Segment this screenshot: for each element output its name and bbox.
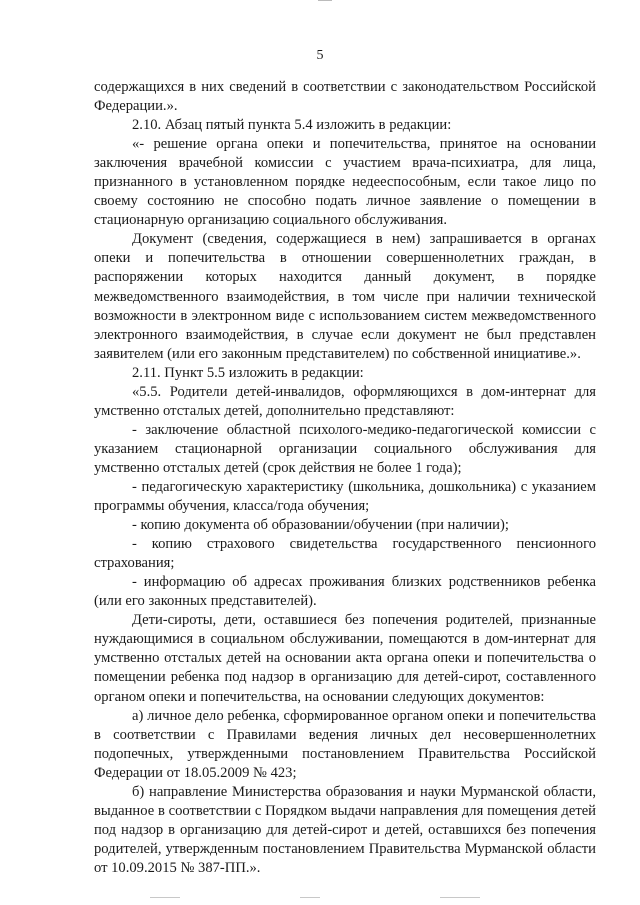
page-number: 5	[316, 48, 324, 63]
scan-artifact-top	[318, 0, 332, 4]
paragraph-item-5-5: «5.5. Родители детей-инвалидов, оформляющихся в дом-интернат для умственно отсталых детей, дополнительно представляют:	[94, 383, 596, 419]
paragraph-quote-decision: «- решение органа опеки и попечительства, принятое на основании заключения врачебной комиссии с участием врача-психиатра, для лица, признанного в установленном порядке недееспособным, если такое лицо по своему состоянию не способно подать личное заявление о помещении в стационарную организацию социального обслуживания.	[94, 136, 596, 229]
list-item-insurance-certificate: - копию страхового свидетельства государственного пенсионного страхования;	[94, 536, 596, 572]
document-body	[94, 78, 596, 878]
paragraph-orphans: Дети-сироты, дети, оставшиеся без попечения родителей, признанные нуждающимися в социальном обслуживании, помещаются в дом-интернат для умственно отсталых детей на основании акта органа опеки и попечительства о помещении ребенка под надзор в организацию для детей-сирот, составленного органом опеки и попечительства, на основании следующих документов:	[94, 612, 596, 705]
scan-artifact-bottom	[150, 897, 490, 901]
list-item-education-document: - копию документа об образовании/обучении (при наличии);	[132, 517, 509, 534]
list-item-pedagogical-characteristics: - педагогическую характеристику (школьника, дошкольника) с указанием программы обучения, класса/года обучения;	[94, 478, 596, 515]
list-item-b-ministry-referral: б) направление Министерства образования и науки Мурманской области, выданное в соответствии с Порядком выдачи направления для помещения детей под надзор в организацию для детей-сирот и детей, оставшихся без попечения родителей, утвержденным постановлением Правительства Мурманской области от 10.09.2015 № 387-ПП.».	[94, 783, 596, 876]
paragraph-continuation: содержащихся в них сведений в соответствии с законодательством Российской Федерации.».	[94, 79, 596, 115]
list-item-relatives-addresses: - информацию об адресах проживания близких родственников ребенка (или его законных представителей).	[94, 574, 596, 610]
paragraph-item-2-11: 2.11. Пункт 5.5 изложить в редакции:	[132, 364, 364, 381]
paragraph-document-request: Документ (сведения, содержащиеся в нем) запрашивается в органах опеки и попечительства в отношении совершеннолетних граждан, в распоряжении которых находится данный документ, в порядке межведомственного взаимодействия, в том числе при наличии технической возможности в электронном виде с использованием систем межведомственного электронного взаимодействия, в случае если документ не был представлен заявителем (или его законным представителем) по собственной инициативе.».	[94, 231, 596, 362]
list-item-commission-conclusion: - заключение областной психолого-медико-педагогической комиссии с указанием стационарной организации социального обслуживания для умственно отсталых детей (срок действия не более 1 года);	[94, 421, 596, 476]
list-item-a-personal-file: а) личное дело ребенка, сформированное органом опеки и попечительства в соответствии с Правилами ведения личных дел несовершеннолетних подопечных, утвержденными постановлением Правительства Российской Федерации от 18.05.2009 № 423;	[94, 707, 596, 781]
paragraph-item-2-10: 2.10. Абзац пятый пункта 5.4 изложить в редакции:	[132, 117, 452, 134]
